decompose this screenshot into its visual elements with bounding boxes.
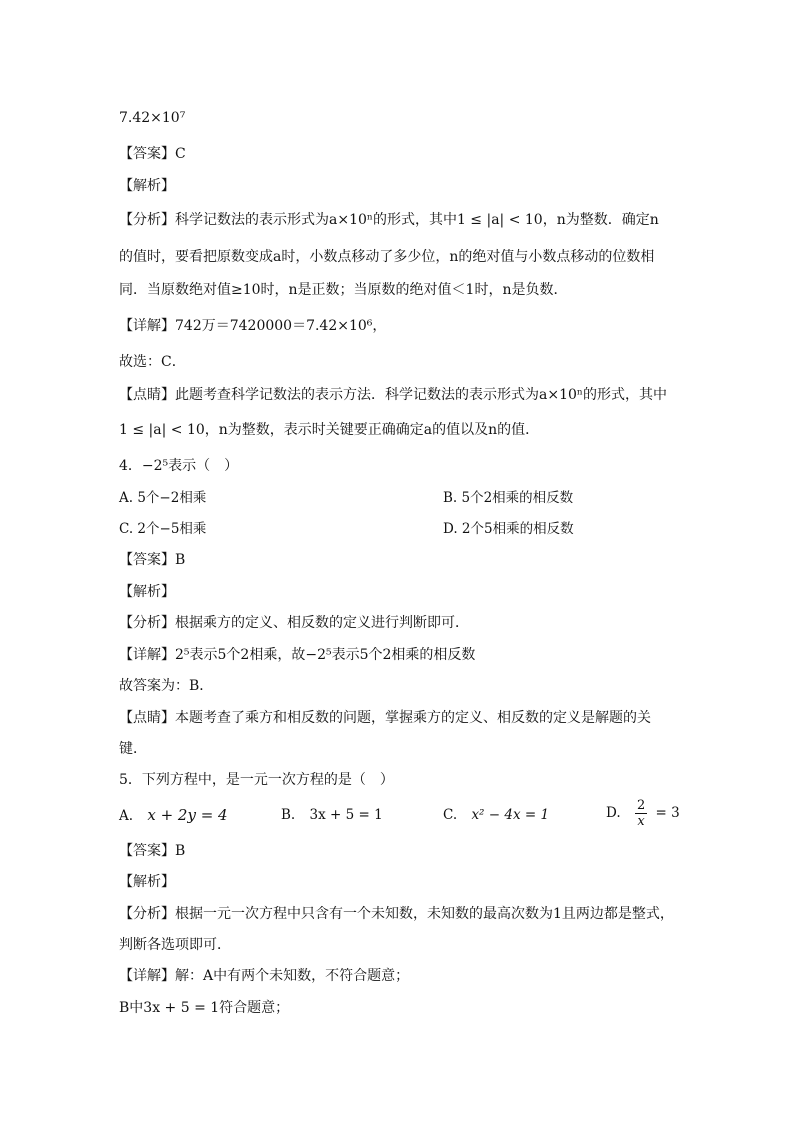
q4-answer-line: 【答案】B: [119, 552, 186, 568]
choice-line: 故选：C．: [119, 354, 186, 370]
analysis-text-2: 的值时，要看把原数变成a时，小数点移动了多少位，n的绝对值与小数点移动的位数相: [119, 249, 655, 265]
answer-value-line: 7.42×10⁷: [119, 110, 186, 126]
q5-option-b: [281, 806, 383, 824]
comment-text-1: 【点睛】此题考查科学记数法的表示方法．科学记数法的表示形式为a×10ⁿ的形式，其中: [119, 387, 667, 403]
q4-analysis-text: 【分析】根据乘方的定义、相反数的定义进行判断即可．: [119, 615, 469, 631]
q4-option-a: A. 5个−2相乘: [119, 490, 207, 506]
q5-option-b-label: B.: [281, 807, 296, 823]
q4-option-b: B. 5个2相乘的相反数: [443, 490, 574, 506]
q5-option-d-fraction: [635, 798, 647, 829]
q5-analysis-text-1: 【分析】根据一元一次方程中只含有一个未知数，未知数的最高次数为1且两边都是整式，: [119, 906, 674, 922]
question-4-stem: 4．−2⁵表示（ ）: [119, 458, 239, 474]
q5-analysis-text-2: 判断各选项即可．: [119, 937, 231, 953]
q5-option-d-label: D.: [606, 805, 621, 821]
q5-option-c-label: C.: [443, 807, 458, 823]
q4-option-c: C. 2个−5相乘: [119, 521, 207, 537]
analysis-text-1: 【分析】科学记数法的表示形式为a×10ⁿ的形式，其中1 ≤ |a| < 10，n为整数．确定n: [119, 212, 659, 228]
q5-detail-line-2: B中3x + 5 = 1符合题意；: [119, 1000, 290, 1016]
question-5-stem: 5．下列方程中，是一元一次方程的是（ ）: [119, 772, 394, 788]
q5-detail-line-1: 【详解】解：A中有两个未知数，不符合题意；: [119, 968, 410, 984]
q5-analysis-heading: 【解析】: [119, 874, 175, 890]
answer-line: 【答案】C: [119, 146, 186, 162]
q5-option-a: [119, 806, 228, 825]
q4-comment-text-1: 【点睛】本题考查了乘方和相反数的问题，掌握乘方的定义、相反数的定义是解题的关: [119, 710, 651, 726]
q5-option-a-label: A.: [119, 808, 134, 824]
q5-option-a-expr: x + 2y = 4: [147, 806, 228, 824]
q4-comment-text-2: 键．: [119, 741, 147, 757]
q5-option-d-rhs: = 3: [655, 805, 680, 821]
q5-option-d: [606, 796, 680, 830]
q4-option-d: D. 2个5相乘的相反数: [443, 521, 574, 537]
q4-detail-line: 【详解】2⁵表示5个2相乘，故−2⁵表示5个2相乘的相反数: [119, 647, 476, 663]
q5-option-b-expr: 3x + 5 = 1: [309, 807, 383, 823]
fraction-denominator: x: [637, 814, 645, 829]
q5-option-c: [443, 806, 549, 824]
analysis-text-3: 同．当原数绝对值≥10时，n是正数；当原数的绝对值＜1时，n是负数．: [119, 282, 568, 298]
q5-answer-line: 【答案】B: [119, 843, 186, 859]
fraction-numerator: 2: [636, 798, 646, 813]
comment-text-2: 1 ≤ |a| < 10，n为整数，表示时关键要正确确定a的值以及n的值．: [119, 422, 540, 438]
q4-final-answer: 故答案为：B．: [119, 678, 214, 694]
detail-line: 【详解】742万＝7420000＝7.42×10⁶，: [119, 318, 387, 334]
analysis-heading: 【解析】: [119, 178, 175, 194]
q4-analysis-heading: 【解析】: [119, 584, 175, 600]
q5-option-c-expr: x² − 4x = 1: [471, 807, 550, 823]
